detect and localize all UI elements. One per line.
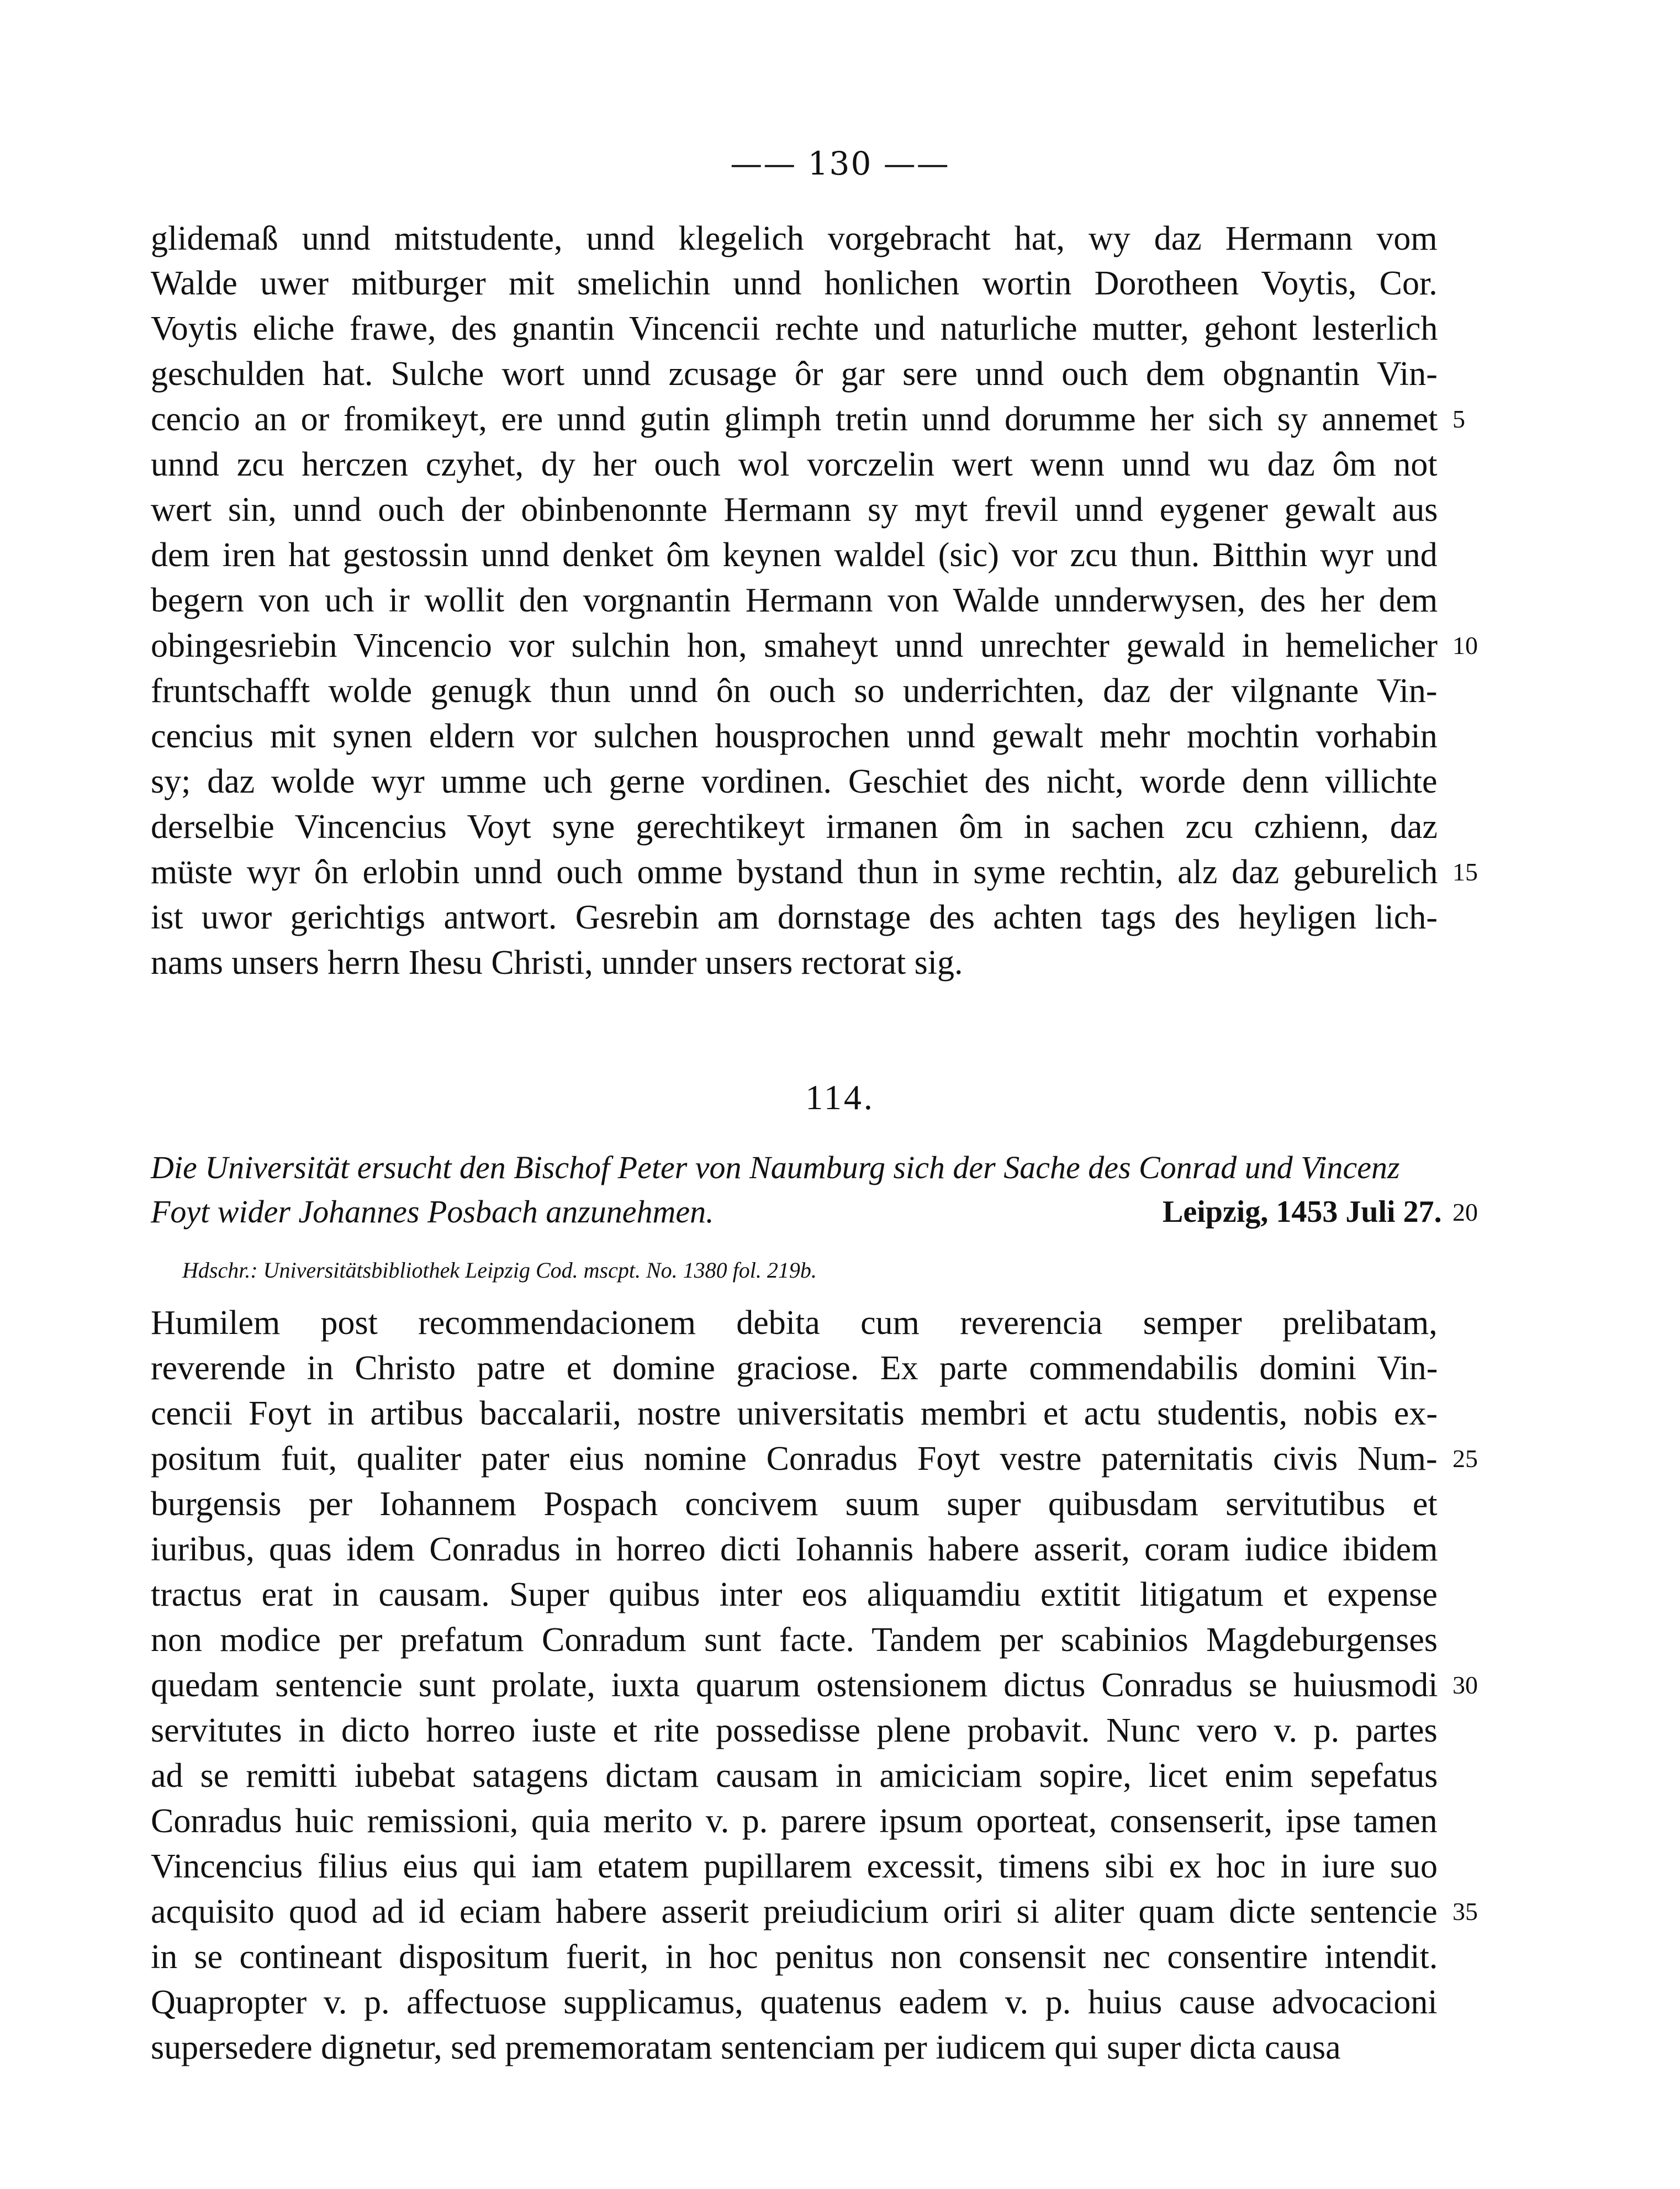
text-line: servitutes in dicto horreo iuste et rite possedisse plene probavit. Nunc vero v. p. partes bbox=[151, 1712, 1438, 1749]
document-number-heading: 114. bbox=[805, 1078, 875, 1117]
text-line: begern von uch ir wollit den vorgnantin Hermann von Walde unnderwysen, des her dem bbox=[151, 582, 1438, 619]
text-line: non modice per prefatum Conradum sunt facte. Tandem per scabinios Magdeburgenses bbox=[151, 1621, 1438, 1659]
line-number: 5 bbox=[1452, 405, 1465, 433]
document-date: Leipzig, 1453 Juli 27. bbox=[1163, 1195, 1442, 1229]
text-line: iuribus, quas idem Conradus in horreo dicti Iohannis habere asserit, coram iudice ibidem bbox=[151, 1531, 1438, 1568]
line-number: 10 bbox=[1452, 631, 1478, 660]
text-line: Conradus huic remissioni, quia merito v. p. parere ipsum oporteat, consenserit, ipse tamen bbox=[151, 1802, 1438, 1840]
text-line: Quapropter v. p. affectuose supplicamus, quatenus eadem v. p. huius cause advocacioni bbox=[151, 1984, 1438, 2021]
text-line: cencius mit synen eldern vor sulchen housprochen unnd gewalt mehr mochtin vorhabin bbox=[151, 718, 1438, 755]
text-line: quedam sentencie sunt prolate, iuxta quarum ostensionem dictus Conradus se huiusmodi bbox=[151, 1666, 1438, 1704]
text-line: obingesriebin Vincencio vor sulchin hon, smaheyt unnd unrechter gewald in hemelicher bbox=[151, 627, 1438, 664]
text-line: derselbie Vincencius Voyt syne gerechtikeyt irmanen ôm in sachen zcu czhienn, daz bbox=[151, 808, 1438, 846]
line-number: 20 bbox=[1452, 1198, 1478, 1226]
text-line: in se contineant dispositum fuerit, in hoc penitus non consensit nec consentire intendit. bbox=[151, 1938, 1438, 1976]
text-line: Voytis eliche frawe, des gnantin Vincencii rechte und naturliche mutter, gehont lesterlich bbox=[151, 310, 1438, 347]
text-line: reverende in Christo patre et domine graciose. Ex parte commendabilis domini Vin- bbox=[151, 1349, 1438, 1387]
text-line: Walde uwer mitburger mit smelichin unnd honlichen wortin Dorotheen Voytis, Cor. bbox=[151, 265, 1438, 302]
text-line: tractus erat in causam. Super quibus inter eos aliquamdiu extitit litigatum et expense bbox=[151, 1576, 1438, 1613]
text-line: Humilem post recommendacionem debita cum reverencia semper prelibatam, bbox=[151, 1304, 1438, 1342]
text-line: positum fuit, qualiter pater eius nomine Conradus Foyt vestre paternitatis civis Num- bbox=[151, 1440, 1438, 1478]
text-line: acquisito quod ad id eciam habere asserit preiudicium oriri si aliter quam dicte sentencie bbox=[151, 1893, 1438, 1930]
text-line: burgensis per Iohannem Pospach concivem suum super quibusdam servitutibus et bbox=[151, 1485, 1438, 1523]
line-number: 30 bbox=[1452, 1671, 1478, 1699]
text-line: cencio an or fromikeyt, ere unnd gutin glimph tretin unnd dorumme her sich sy annemet bbox=[151, 400, 1438, 438]
text-line: sy; daz wolde wyr umme uch gerne vordinen. Geschiet des nicht, worde denn villichte bbox=[151, 763, 1438, 800]
page-number-header: —— 130 —— bbox=[730, 145, 950, 182]
line-number: 35 bbox=[1452, 1897, 1478, 1926]
regest-line: Die Universität ersucht den Bischof Peter von Naumburg sich der Sache des Conrad und Vincenz bbox=[151, 1149, 1400, 1185]
text-line: fruntschafft wolde genugk thun unnd ôn ouch so underrichten, daz der vilgnante Vin- bbox=[151, 672, 1438, 710]
text-line: wert sin, unnd ouch der obinbenonnte Hermann sy myt frevil unnd eygener gewalt aus bbox=[151, 491, 1438, 529]
manuscript-source: Hdschr.: Universitätsbibliothek Leipzig Cod. mscpt. No. 1380 fol. 219b. bbox=[182, 1258, 817, 1283]
text-line: geschulden hat. Sulche wort unnd zcusage ôr gar sere unnd ouch dem obgnantin Vin- bbox=[151, 355, 1438, 393]
regest-line: Foyt wider Johannes Posbach anzunehmen. bbox=[151, 1194, 714, 1230]
text-line: supersedere dignetur, sed prememoratam sentenciam per iudicem qui super dicta causa bbox=[151, 2029, 1341, 2066]
text-line: ad se remitti iubebat satagens dictam causam in amiciciam sopire, licet enim sepefatus bbox=[151, 1757, 1438, 1795]
text-line: unnd zcu herczen czyhet, dy her ouch wol vorczelin wert wenn unnd wu daz ôm not bbox=[151, 446, 1438, 483]
line-number: 15 bbox=[1452, 858, 1478, 886]
text-line: nams unsers herrn Ihesu Christi, unnder unsers rectorat sig. bbox=[151, 944, 963, 982]
text-line: dem iren hat gestossin unnd denket ôm keynen waldel (sic) vor zcu thun. Bitthin wyr und bbox=[151, 536, 1438, 574]
text-line: cencii Foyt in artibus baccalarii, nostre universitatis membri et actu studentis, nobis ex- bbox=[151, 1395, 1438, 1432]
text-line: müste wyr ôn erlobin unnd ouch omme bystand thun in syme rechtin, alz daz geburelich bbox=[151, 853, 1438, 891]
line-number: 25 bbox=[1452, 1444, 1478, 1473]
text-line: ist uwor gerichtigs antwort. Gesrebin am dornstage des achten tags des heyligen lich- bbox=[151, 899, 1438, 936]
text-line: Vincencius filius eius qui iam etatem pupillarem excessit, timens sibi ex hoc in iure suo bbox=[151, 1848, 1438, 1885]
text-line: glidemaß unnd mitstudente, unnd klegelich vorgebracht hat, wy daz Hermann vom bbox=[151, 220, 1438, 257]
